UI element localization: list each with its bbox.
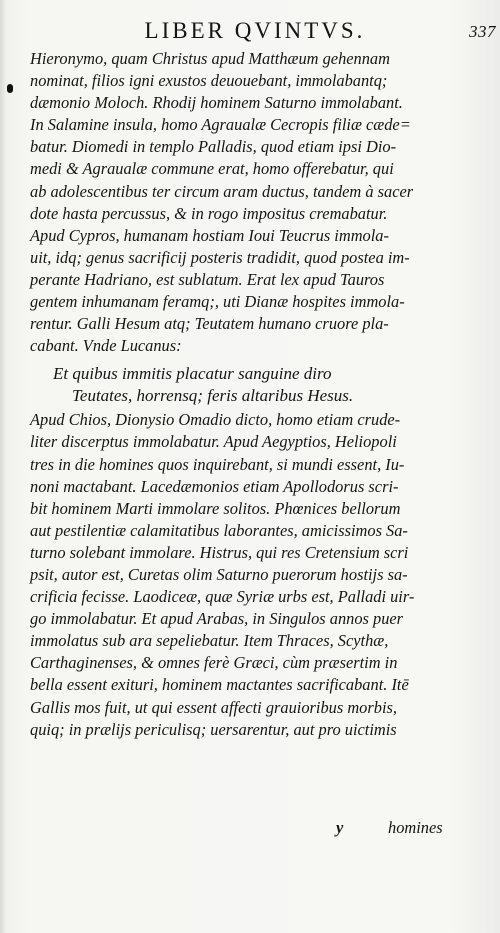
body-text [30,48,490,741]
text-line: tres in die homines quos inquirebant, si mundi essent, Iu- [30,454,405,474]
text-line: uit, idq; genus sacrificij posteris tradidit, quod postea im- [30,247,410,267]
text-line: psit, autor est, Curetas olim Saturno puerorum hostijs sa- [30,564,408,584]
text-line: perante Hadriano, est sublatum. Erat lex apud Tauros [30,269,385,289]
text-line: dote hasta percussus, & in rogo impositus cremabatur. [30,203,388,223]
text-line: bit hominem Marti immolare solitos. Phœnices bellorum [30,498,401,518]
text-line: Apud Cypros, humanam hostiam Ioui Teucrus immola- [30,225,389,245]
text-line: nominat, filios igni exustos deuouebant, immolabantq; [30,71,388,91]
text-line: noni mactabant. Lacedæmonios etiam Apollodorus scri- [30,476,399,496]
verse-line: Et quibus immitis placatur sanguine diro [53,364,332,384]
text-line: Carthaginenses, & omnes ferè Græci, cùm præsertim in [30,653,398,673]
text-line: aut pestilentiæ calamitatibus laborantes, amicissimos Sa- [30,520,408,540]
text-line: rentur. Galli Hesum atq; Teutatem humano cruore pla- [30,314,389,334]
text-line: Apud Chios, Dionysio Omadio dicto, homo etiam crude- [30,410,401,430]
text-line: Hieronymo, quam Christus apud Matthæum gehennam [30,49,390,68]
text-line: turno solebant immolare. Histrus, qui res Cretensium scri [30,542,409,562]
text-line: Gallis mos fuit, ut qui essent affecti grauioribus morbis, [30,697,397,717]
page-header [0,18,500,48]
text-line: quiq; in prælijs periculisq; uersarentur, aut pro uictimis [30,719,397,739]
text-line: crificia fecisse. Laodiceæ, quæ Syriæ urbs est, Palladi uir- [30,587,415,607]
verse-line: Teutates, horrensq; feris altaribus Hesus. [72,386,354,406]
text-line: dæmonio Moloch. Rhodij hominem Saturno immolabant. [30,93,403,113]
margin-mark [7,84,13,93]
text-line: cabant. Vnde Lucanus: [30,336,182,356]
text-line: ab adolescentibus ter circum aram ductus, tandem à sacer [30,181,414,201]
text-line: go immolabatur. Et apud Arabas, in Singulos annos puer [30,609,404,629]
page-footer [336,818,443,838]
page-number: 337 [469,22,496,41]
catchword: homines [388,818,443,837]
text-line: medi & Agraualæ commune erat, homo offerebatur, qui [30,159,394,179]
running-head: LIBER QVINTVS. [144,18,366,43]
text-line: gentem inhumanam feramq;, uti Dianæ hospites immola- [30,292,405,312]
text-line: bella essent exituri, hominem mactantes sacrificabant. Itē [30,675,409,695]
gutter-shadow [0,0,6,933]
text-line: In Salamine insula, homo Agraualæ Cecropis filiæ cæde= [30,115,411,135]
text-line: batur. Diomedi in templo Palladis, quod etiam ipsi Dio- [30,137,397,157]
text-line: immolatus sub ara sepeliebatur. Item Thraces, Scythæ, [30,631,389,651]
text-line: liter discerptus immolabatur. Apud Aegyptios, Heliopoli [30,432,397,452]
signature-mark: y [336,818,344,837]
